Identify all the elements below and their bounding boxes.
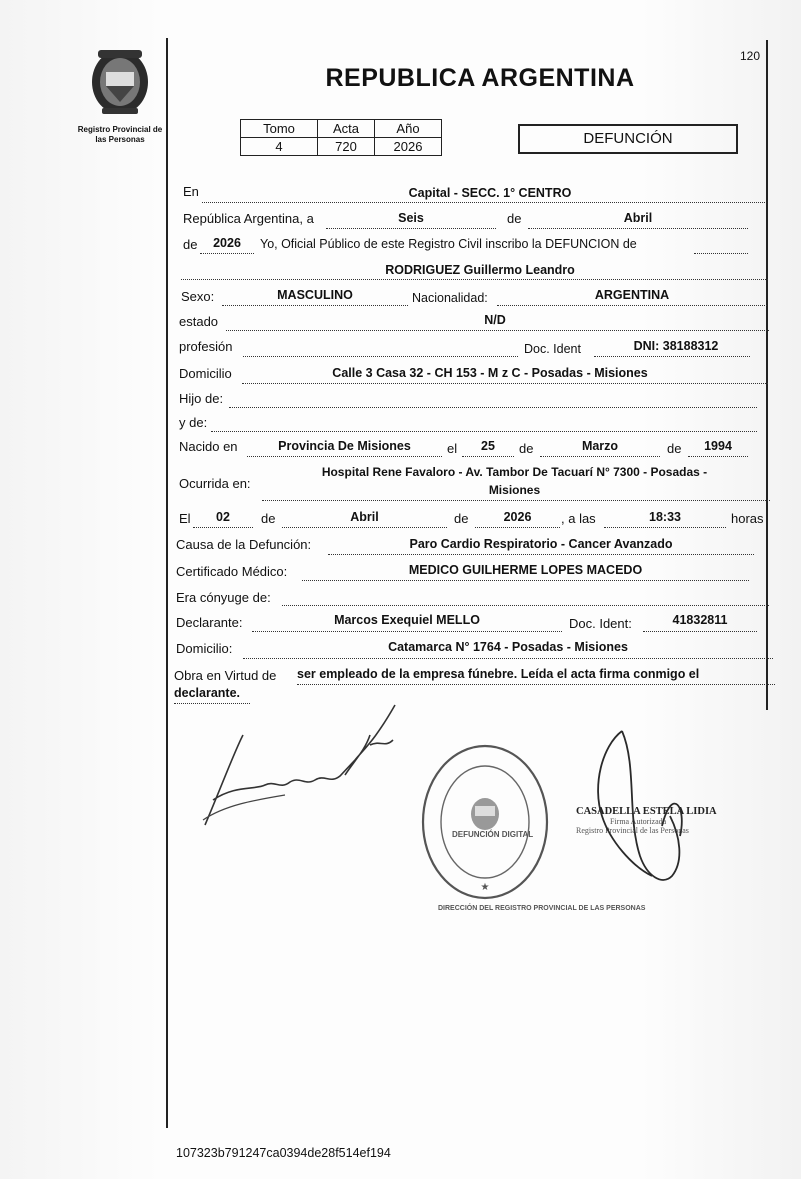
volume-table [240,119,442,156]
document-title: REPUBLICA ARGENTINA [325,64,635,92]
deceased-name: RODRIGUEZ Guillermo Leandro [385,263,575,277]
death-month: Abril [350,510,379,524]
doc-ident-label: Doc. Ident [524,342,581,356]
tomo-header: Tomo [241,120,318,138]
de-death-year-label: de [454,511,469,526]
estado-value: N/D [484,313,506,327]
estado-label: estado [179,314,219,329]
year-value: 2026 [213,236,241,250]
nacido-value: Provincia De Misiones [278,439,411,453]
stamp-ring-text: DIRECCIÓN DEL REGISTRO PROVINCIAL DE LAS PERSONAS [438,905,646,912]
signer-org: Registro Provincial de las Personas [576,826,689,835]
doc-ident2-value: 41832811 [672,613,728,627]
anio-header: Año [375,120,442,138]
nacionalidad-value: ARGENTINA [594,288,670,302]
domicilio2-value: Catamarca N° 1764 - Posadas - Misiones [388,640,628,654]
svg-text:★: ★ [480,882,490,893]
statement-text: Yo, Oficial Público de este Registro Civil inscribo la DEFUNCION de [260,237,637,251]
ocurrida-line2: Misiones [488,483,541,497]
yde-label: y de: [179,415,208,430]
certificado-value: MEDICO GUILHERME LOPES MACEDO [408,563,643,577]
domicilio-value: Calle 3 Casa 32 - CH 153 - M z C - Posadas - Misiones [332,366,648,380]
acta-value: 720 [318,138,375,156]
provincial-emblem-icon [84,42,156,125]
signer-name: CASADELLA ESTELA LIDIA [576,806,717,817]
el-death-label: El [179,511,191,526]
domicilio-label: Domicilio [179,366,232,381]
de-birth-label: de [519,441,534,456]
death-day: 02 [216,510,230,524]
declarant-signature [195,700,410,845]
nacido-label: Nacido en [179,439,238,454]
sexo-value: MASCULINO [277,288,353,302]
doc-ident-value: DNI: 38188312 [633,339,719,353]
ocurrida-label: Ocurrida en: [179,476,251,491]
signer-title: Firma Autorizada [610,817,667,826]
page-number: 120 [740,49,761,63]
obra-label: Obra en Virtud de [174,668,277,683]
de-year-label: de [183,237,198,252]
organization-name: Registro Provincial de las Personas [77,125,163,144]
doc-ident2-label: Doc. Ident: [569,616,632,631]
official-signature [592,726,702,906]
el-label: el [447,441,458,456]
obra-value-line2: declarante. [174,686,241,700]
horas-label: horas [731,511,764,526]
en-label: En [183,184,199,199]
de-death-label: de [261,511,276,526]
day-value: Seis [398,211,424,225]
hijo-label: Hijo de: [179,391,224,406]
record-type-box: DEFUNCIÓN [518,124,738,154]
right-margin-rule [766,40,768,710]
stamp-center-text: DEFUNCIÓN DIGITAL [452,830,534,839]
causa-value: Paro Cardio Respiratorio - Cancer Avanzado [409,537,673,551]
acta-header: Acta [318,120,375,138]
de-birth-year-label: de [667,441,682,456]
official-stamp [418,742,553,907]
month-value: Abril [623,211,653,225]
declarante-value: Marcos Exequiel MELLO [334,613,480,627]
death-time: 18:33 [649,510,681,524]
domicilio2-label: Domicilio: [176,641,233,656]
causa-label: Causa de la Defunción: [176,537,312,552]
death-year: 2026 [503,510,532,524]
birth-year: 1994 [704,439,732,453]
birth-day: 25 [481,439,495,453]
anio-value: 2026 [375,138,442,156]
nacionalidad-label: Nacionalidad: [412,291,488,305]
obra-value-line1: ser empleado de la empresa fúnebre. Leída el acta firma conmigo el [297,667,700,681]
declarante-label: Declarante: [176,615,243,630]
certificado-label: Certificado Médico: [176,564,288,579]
republica-label: República Argentina, a [183,211,314,226]
place-value: Capital - SECC. 1° CENTRO [408,186,572,200]
ocurrida-line1: Hospital Rene Favaloro - Av. Tambor De Tacuarí N° 7300 - Posadas - [321,465,708,479]
profesion-label: profesión [179,339,233,354]
conyuge-label: Era cónyuge de: [176,590,271,605]
de-label: de [507,211,522,226]
birth-month: Marzo [581,439,619,453]
sexo-label: Sexo: [181,289,215,304]
tomo-value: 4 [241,138,318,156]
document-hash: 107323b791247ca0394de28f514ef194 [176,1146,391,1160]
left-margin-rule [166,38,168,1128]
alas-label: , a las [561,511,596,526]
